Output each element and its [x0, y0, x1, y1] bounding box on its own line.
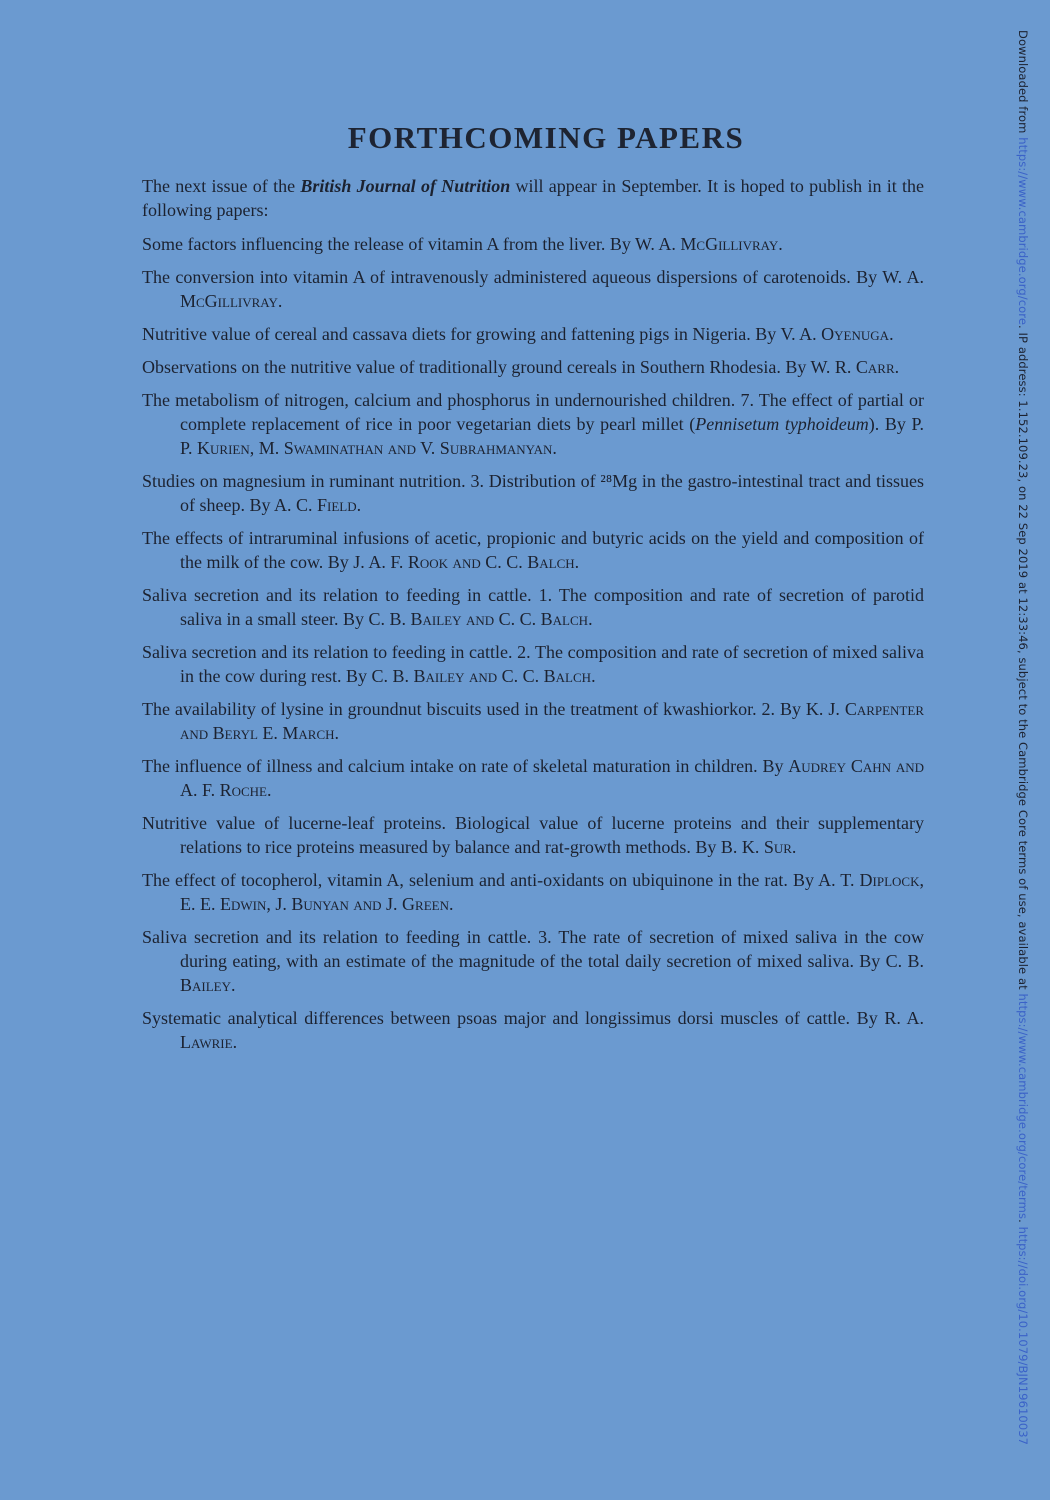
paper-end: .	[574, 552, 580, 572]
paper-title: The conversion into vitamin A of intravenously administered aqueous dispersions of carotenoids. By W. A.	[142, 267, 924, 287]
paper-end: .	[894, 357, 900, 377]
paper-title: The effects of intraruminal infusions of acetic, propionic and butyric acids on the yield and composition of the milk of the cow. By J. A. F.	[142, 528, 924, 572]
paper-title: The influence of illness and calcium intake on rate of skeletal maturation in children. By	[142, 756, 789, 776]
page-title: FORTHCOMING PAPERS	[347, 120, 745, 155]
download-middle: . IP address: 1.152.109.23, on 22 Sep 2019 at 12:33:46, subject to the Cambridge Core terms of use, available at	[1016, 325, 1030, 994]
paper-end: .	[778, 234, 783, 254]
paper-entry	[142, 1006, 924, 1054]
paper-entry	[142, 322, 924, 346]
paper-entry	[142, 754, 924, 802]
paper-entry	[142, 697, 924, 745]
journal-name: British Journal of Nutrition	[300, 176, 511, 196]
download-sep: .	[1016, 1219, 1030, 1227]
paper-title: The availability of lysine in groundnut biscuits used in the treatment of kwashiorkor. 2. By K. J.	[142, 699, 845, 719]
paper-end: .	[889, 324, 894, 344]
paper-title: The metabolism of nitrogen, calcium and phosphorus in undernourished children. 7. The effect of partial or complete replacement of rice in poor vegetarian diets by pearl millet (	[142, 390, 924, 434]
paper-authors: Kurien, M. Swaminathan and V. Subrahmanyan	[197, 438, 553, 458]
paper-title: Systematic analytical differences between psoas major and longissimus dorsi muscles of cattle. By R. A.	[142, 1008, 924, 1028]
paper-end: .	[552, 438, 557, 458]
download-sidebar	[1010, 30, 1030, 1470]
intro-paragraph	[142, 174, 924, 222]
paper-title: Nutritive value of cereal and cassava diets for growing and fattening pigs in Nigeria. By V. A.	[142, 324, 822, 344]
paper-entry	[142, 583, 924, 631]
paper-entry	[142, 925, 924, 997]
paper-title: Observations on the nutritive value of traditionally ground cereals in Southern Rhodesia. By W. R.	[142, 357, 856, 377]
paper-entry	[142, 640, 924, 688]
paper-end: .	[588, 609, 593, 629]
paper-end: .	[231, 975, 236, 995]
paper-title: Nutritive value of lucerne-leaf proteins. Biological value of lucerne proteins and their supplementary relations to rice proteins measured by balance and rat-growth methods. By B. K.	[142, 813, 924, 857]
paper-authors: Rook and C. C. Balch	[407, 552, 575, 572]
paper-title: Some factors influencing the release of vitamin A from the liver. By W. A.	[142, 234, 681, 254]
paper-authors: Lawrie	[180, 1032, 233, 1052]
paper-authors: Carpenter and Beryl E. March	[180, 699, 924, 743]
paper-authors: Bailey and C. C. Balch	[410, 609, 589, 629]
paper-title: The effect of tocopherol, vitamin A, selenium and anti-oxidants on ubiquinone in the rat. By A. T.	[142, 870, 860, 890]
paper-end: .	[591, 666, 596, 686]
paper-entry	[142, 868, 924, 916]
paper-authors: Diplock, E. E. Edwin, J. Bunyan and J. Green	[180, 870, 924, 914]
intro-after: will appear in September. It is hoped to publish in it the following papers:	[142, 176, 924, 220]
paper-end: .	[791, 837, 797, 857]
paper-entry	[142, 232, 924, 256]
paper-end: .	[356, 495, 362, 515]
intro-before: The next issue of the	[142, 176, 301, 196]
paper-italic: Pennisetum typhoideum	[695, 414, 869, 434]
paper-entry	[142, 469, 924, 517]
paper-authors: Bailey	[180, 975, 231, 995]
paper-authors: Field	[317, 495, 357, 515]
page-content	[142, 120, 924, 1063]
paper-end: .	[448, 894, 454, 914]
paper-authors: Oyenuga	[821, 324, 890, 344]
paper-authors: Audrey Cahn and A. F. Roche	[180, 756, 924, 800]
paper-title: Studies on magnesium in ruminant nutrition. 3. Distribution of ²⁸Mg in the gastro-intestinal tract and tissues of sheep. By A. C.	[142, 471, 924, 515]
paper-title-cont: ). By P. P.	[180, 414, 924, 458]
paper-title: Saliva secretion and its relation to feeding in cattle. 1. The composition and rate of secretion of parotid saliva in a small steer. By C. B.	[142, 585, 924, 629]
download-notice	[1016, 30, 1030, 1445]
doi-link[interactable]: https://doi.org/10.1079/BJN19610037	[1016, 1226, 1030, 1446]
paper-end: .	[334, 723, 340, 743]
download-prefix: Downloaded from	[1016, 30, 1030, 138]
paper-authors: McGillivray	[180, 291, 278, 311]
paper-authors: Sur	[763, 837, 792, 857]
paper-entry	[142, 355, 924, 379]
paper-title: Saliva secretion and its relation to feeding in cattle. 3. The rate of secretion of mixed saliva in the cow during eating, with an estimate of the magnitude of the total daily secretion of mixed saliva. By C. B.	[142, 927, 924, 971]
paper-entry	[142, 526, 924, 574]
paper-entry	[142, 265, 924, 313]
paper-end: .	[232, 1032, 238, 1052]
paper-authors: Bailey and C. C. Balch	[413, 666, 592, 686]
paper-title: Saliva secretion and its relation to feeding in cattle. 2. The composition and rate of secretion of mixed saliva in the cow during rest. By C. B.	[142, 642, 924, 686]
paper-list	[142, 232, 924, 1054]
core-link[interactable]: https://www.cambridge.org/core	[1016, 137, 1030, 326]
paper-end: .	[277, 291, 283, 311]
terms-link[interactable]: https://www.cambridge.org/core/terms	[1016, 993, 1030, 1220]
paper-entry	[142, 388, 924, 460]
paper-authors: McGillivray	[680, 234, 779, 254]
paper-entry	[142, 811, 924, 859]
paper-end: .	[266, 780, 272, 800]
paper-authors: Carr	[855, 357, 895, 377]
